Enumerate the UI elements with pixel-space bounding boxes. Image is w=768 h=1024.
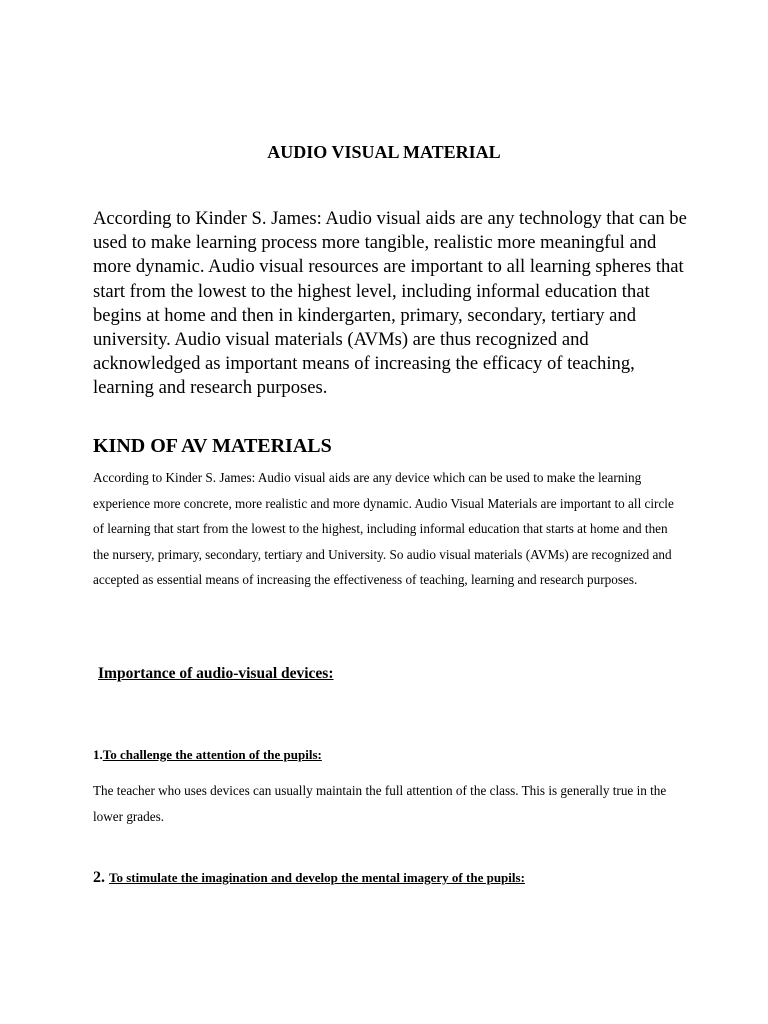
point-1-heading: To challenge the attention of the pupils: [102,747,322,762]
importance-heading: Importance of audio-visual devices: [98,665,334,682]
intro-paragraph: According to Kinder S. James: Audio visual aids are any technology that can be used to make learning process more tangible, realistic more meaningful and more dynamic. Audio visual resources are important to all learning spheres that start from the lowest to the highest level, including informal education that begins at home and then in kindergarten, primary, secondary, tertiary and university. Audio visual materials (AVMs) are thus recognized and acknowledged as important means of increasing the efficacy of teaching, learning and research purposes. [93,208,687,399]
point-1-heading-line [93,745,322,765]
point-2-heading-line [93,867,525,889]
point-1-body: The teacher who uses devices can usually maintain the full attention of the class. This is generally true in the lower grades. [93,783,667,824]
point-2-heading: To stimulate the imagination and develop the mental imagery of the pupils: [109,870,525,885]
document-title: AUDIO VISUAL MATERIAL [267,142,501,162]
point-2-number: 2. [93,869,105,886]
section-paragraph: According to Kinder S. James: Audio visual aids are any device which can be used to make the learning experience more concrete, more realistic and more dynamic. Audio Visual Materials are important to all circle of learning that start from the lowest to the highest, including informal education that starts at home and then the nursery, primary, secondary, tertiary and University. So audio visual materials (AVMs) are recognized and accepted as essential means of increasing the effectiveness of teaching, learning and research purposes. [93,470,674,587]
section-heading-kind-of-av-materials: KIND OF AV MATERIALS [93,435,332,457]
point-1-number: 1. [93,747,103,762]
